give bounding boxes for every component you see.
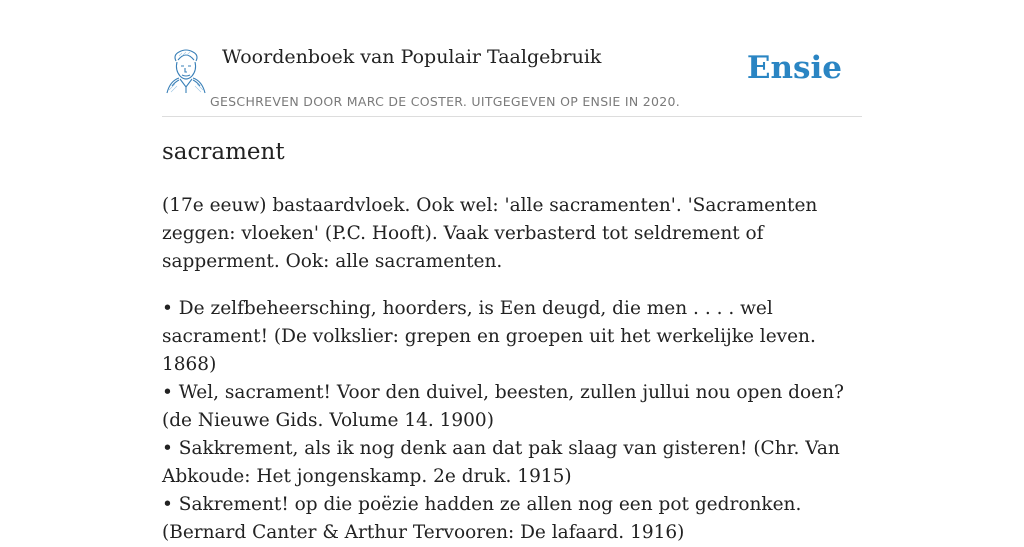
book-title[interactable]: Woordenboek van Populair Taalgebruik bbox=[222, 46, 602, 68]
example-quote: • Sakkrement, als ik nog denk aan dat pak slaag van gisteren! (Chr. Van Abkoude: Het jongenskamp. 2e druk. 1915) bbox=[162, 438, 840, 487]
example-quote: • Sakrement! op die poëzie hadden ze allen nog een pot gedronken. (Bernard Canter & Arthur Tervooren: De lafaard. 1916) bbox=[162, 494, 802, 543]
definition-text: (17e eeuw) bastaardvloek. Ook wel: 'alle sacramenten'. 'Sacramenten zeggen: vloeken' (P.C. Hooft). Vaak verbasterd tot seldrement of sapperment. Ook: alle sacramenten. bbox=[162, 195, 818, 272]
header bbox=[162, 44, 862, 117]
ensie-logo-link[interactable]: Ensie bbox=[746, 50, 842, 86]
author-portrait-icon bbox=[164, 46, 208, 94]
entry-content bbox=[162, 192, 872, 547]
example-quote: • Wel, sacrament! Voor den duivel, beesten, zullen jullui nou open doen? (de Nieuwe Gids. Volume 14. 1900) bbox=[162, 382, 844, 431]
author-byline: GESCHREVEN DOOR MARC DE COSTER. UITGEGEVEN OP ENSIE IN 2020. bbox=[210, 94, 681, 109]
headword: sacrament bbox=[162, 139, 285, 165]
example-quote: • De zelfbeheersching, hoorders, is Een deugd, die men . . . . wel sacrament! (De volkslier: grepen en groepen uit het werkelijke leven. 1868) bbox=[162, 298, 816, 375]
